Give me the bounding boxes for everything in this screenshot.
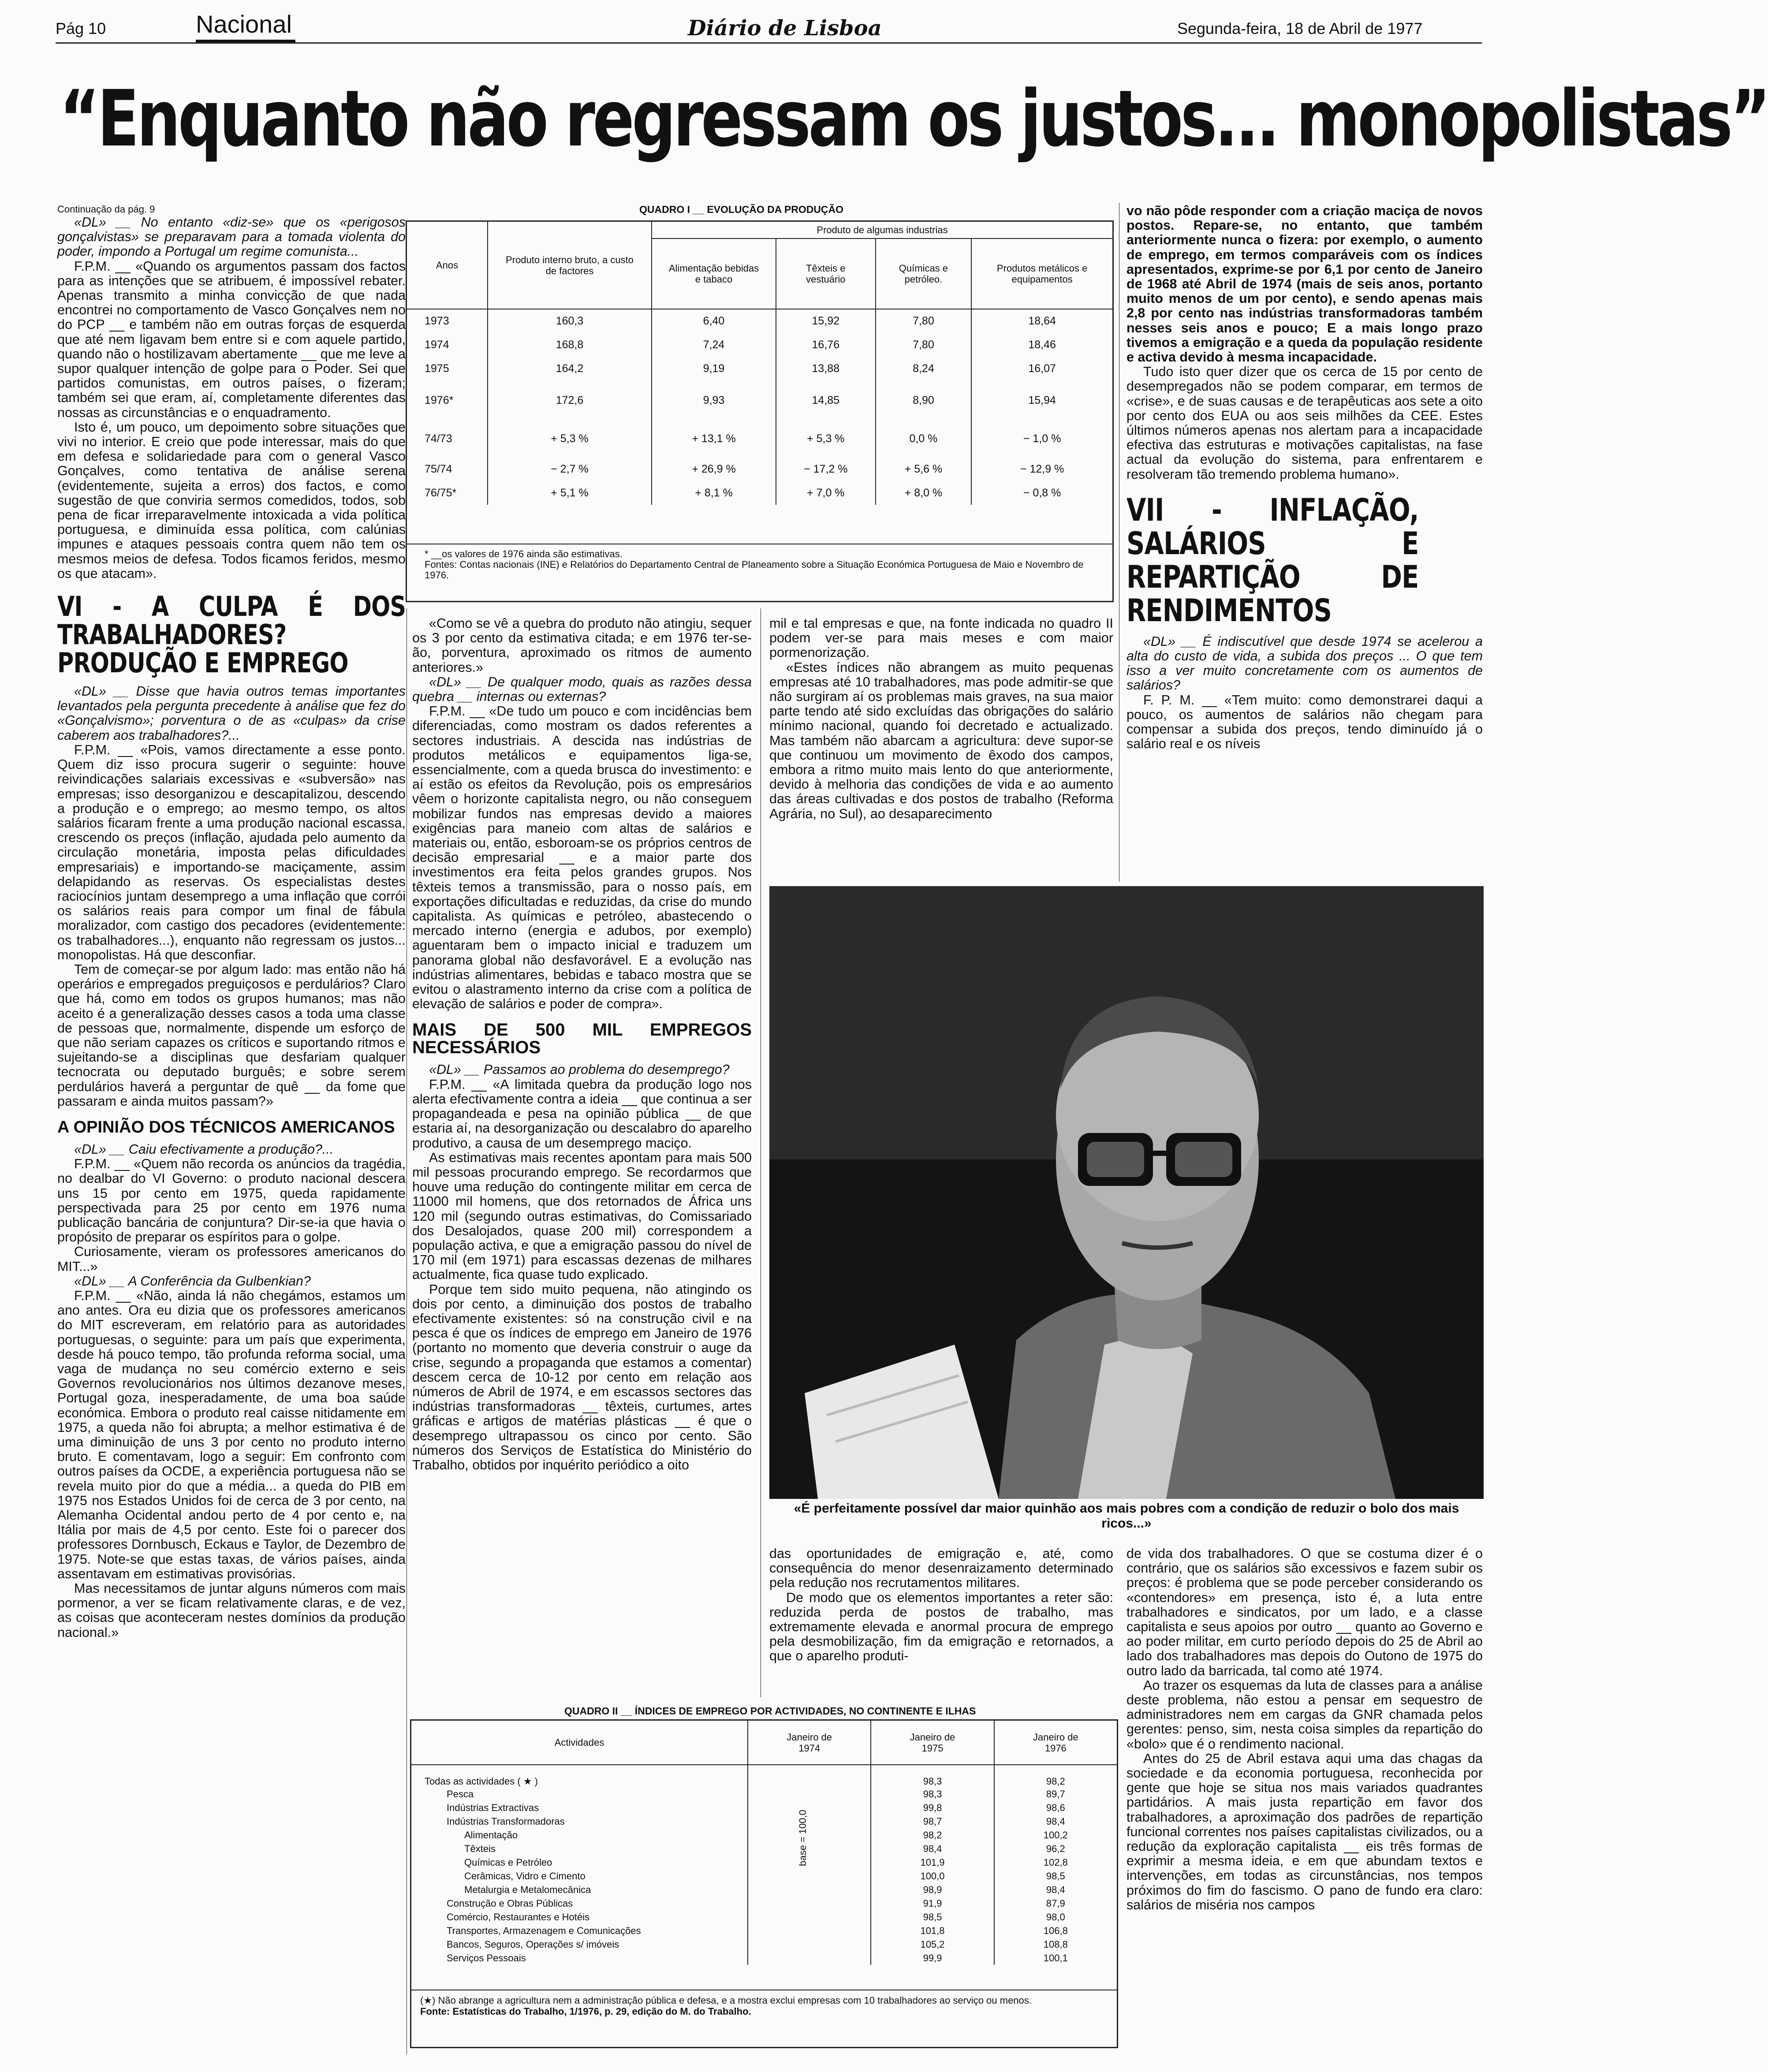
table-cell: Bancos, Seguros, Operações s/ imóveis xyxy=(411,1938,748,1951)
table-cell: 98,4 xyxy=(1046,1884,1065,1895)
quadro-1 xyxy=(406,220,1114,602)
table-cell: 89,7 xyxy=(1046,1789,1065,1800)
table-cell: Construção e Obras Públicas xyxy=(411,1897,748,1910)
table-row xyxy=(411,1842,1117,1856)
table-cell xyxy=(748,1842,871,1856)
paragraph: «DL» __ É indiscutível que desde 1974 se acelerou a alta do custo de vida, a subida dos preços ... O que tem isso a ver muito concretamente com os aumentos de salários? xyxy=(1126,634,1483,693)
table-cell: + 7,0 % xyxy=(776,481,876,505)
table-cell: 76/75* xyxy=(407,481,488,505)
table-cell: 98,4 xyxy=(1046,1816,1065,1827)
table-cell: Serviços Pessoais xyxy=(411,1951,748,1965)
quadro-1-table xyxy=(407,222,1112,505)
table-cell: 9,19 xyxy=(652,357,776,380)
table-cell: − 0,8 % xyxy=(1023,486,1061,499)
table-cell: 98,2 xyxy=(871,1828,994,1842)
masthead-rule xyxy=(56,42,1482,44)
table-cell: Indústrias Transformadoras xyxy=(411,1815,748,1828)
table-cell: 105,2 xyxy=(871,1938,994,1951)
quadro-1-title: QUADRO I __ EVOLUÇÃO DA PRODUÇÃO xyxy=(639,204,844,215)
paragraph: «DL» __ Passamos ao problema do desemprego? xyxy=(429,1062,730,1077)
paragraph: Isto é, um pouco, um depoimento sobre situações que vivi no interior. E creio que pode interessar, mais do que em defesa e solidariedade para com o general Vasco Gonçalves, como tentativa de análise serena (evidentemente, sujeita a erros) dos factos, e como sugestão de que conviria sermos comedidos, todos, sob pena de ficar irreparavelmente intoxicada a vida política portuguesa, e diminuída essa política, com calúnias impunes e ataques pessoais contra quem não tem os mesmos meios de defesa. Todos ficamos feridos, mesmo os que atacam». xyxy=(57,419,406,581)
paragraph: As estimativas mais recentes apontam para mais 500 mil pessoas procurando emprego. Se recordarmos que houve uma redução do contingente militar em cerca de 11000 mil homens, que dos retornados de África uns 120 mil (segundo outras estimativas, do Comissariado dos Desalojados, quase 200 mil) correspondem a população activa, e que a emigração passou do nível de 170 mil (em 1971) para escassas dezenas de milhares actualmente, fica quase tudo explicado. xyxy=(412,1150,752,1282)
table-row xyxy=(411,1938,1117,1951)
quadro-1-notes xyxy=(407,544,1112,581)
header-pib: Produto interno bruto, a custo de factores xyxy=(488,222,652,309)
table-cell: 99,9 xyxy=(871,1951,994,1965)
table-cell: 18,64 xyxy=(1028,315,1056,327)
table-cell: 98,5 xyxy=(1046,1871,1065,1882)
quadro-2-table xyxy=(411,1721,1117,1965)
table-cell xyxy=(748,1883,871,1897)
table-row xyxy=(411,1787,1117,1801)
issue-date: Segunda-feira, 18 de Abril de 1977 xyxy=(1177,19,1423,37)
table-cell: Têxteis xyxy=(411,1842,748,1856)
paragraph: «DL» __ No entanto «diz-se» que os «perigosos gonçalvistas» se preparavam para a tomada violenta do poder, impondo a Portugal um regime comunista... xyxy=(57,215,406,259)
paragraph: F.P.M. __ «Quem não recorda os anúncios da tragédia, no dealbar do VI Governo: o produto nacional descera uns 15 por cento em 1975, queda rapidamente perspectivada para 25 por cento em 1976 numa publicação bancária de conjuntura? Dir-se-ia que havia o propósito de preparar os espíritos para o golpe. xyxy=(57,1156,406,1245)
table-cell: 14,85 xyxy=(776,380,876,420)
table-cell xyxy=(748,1924,871,1938)
table-cell: + 8,0 % xyxy=(876,481,972,505)
table-cell: 8,90 xyxy=(876,380,972,420)
table-cell xyxy=(748,1951,871,1965)
header-jan-1974: Janeiro de 1974 xyxy=(748,1721,871,1765)
header-quimicas: Químicas e petróleo. xyxy=(876,239,972,309)
paragraph: F.P.M. __ «A limitada quebra da produção logo nos alerta efectivamente contra a ideia __ que continua a ser propagandeada e pesa na opinião pública __ de que estaria aí, na desorganização ou descalabro do aparelho produtivo, a causa de um desemprego maciço. xyxy=(412,1077,752,1151)
table-cell: 18,46 xyxy=(1028,338,1056,351)
subheading-vi: VI - A CULPA É DOS TRABALHADORES? PRODUÇÃO E EMPREGO xyxy=(57,590,406,679)
table-cell: 98,5 xyxy=(871,1910,994,1924)
paragraph: de vida dos trabalhadores. O que se costuma dizer é o contrário, que os salários são excessivos e fazem subir os preços: é problema que se pode perceber considerando os «contendores» em presença, isto é, a luta entre trabalhadores e sindicatos, por um lado, e a classe capitalista e seus apoios por outro __ quanto ao Governo e ao poder militar, em curto período depois do 25 de Abril ao lado dos trabalhadores mas depois do Outono de 1975 do outro lado da barricada, tal como até 1974. xyxy=(1126,1546,1483,1678)
table-cell: 99,8 xyxy=(871,1801,994,1815)
table-cell: 98,3 xyxy=(871,1787,994,1801)
table-cell: 15,94 xyxy=(1028,394,1056,406)
quadro-2-note: (★) Não abrange a agricultura nem a administração pública e defesa, e a mostra exclui empresas com 10 trabalhadores ao serviço ou menos. xyxy=(420,1995,1032,2006)
column-2 xyxy=(412,616,752,1472)
paragraph: F.P.M. __ «Não, ainda lá não chegámos, estamos um ano antes. Ora eu dizia que os professores americanos do MIT escreveram, em relatório para as autoridades portuguesas, o seguinte: para um país que experimenta, desde há pouco tempo, tão profunda reforma social, uma vaga de mudança no seu comércio externo e seis Governos revolucionários nos últimos dezanove meses, Portugal goza, inesperadamente, de uma boa saúde económica. Embora o produto real caisse nitidamente em 1975, a queda não foi abrupta; a melhor estimativa é de uma diminuição de uns 3 por cento no produto interno bruto. E comentavam, logo a seguir: Em confronto com outros países da OCDE, a experiência portuguesa não se revela muito pior do que a média... a queda do PIB em 1975 nos Estados Unidos foi de cerca de 3 por cento, na Alemanha Ocidental andou perto de 4 por cento e, na Itália por mais de 4,5 por cento. Este foi o parecer dos professores Dornbusch, Eckaus e Taylor, de Dezembro de 1975. Note-se que estas taxas, de vários países, ainda assentavam em estimativas provisórias. xyxy=(57,1288,406,1581)
table-cell: + 5,1 % xyxy=(488,481,652,505)
subheading-opiniao: A OPINIÃO DOS TÉCNICOS AMERICANOS xyxy=(57,1118,395,1137)
table-cell: 7,80 xyxy=(876,333,972,357)
table-cell: 168,8 xyxy=(488,333,652,357)
table-row xyxy=(411,1828,1117,1842)
table-cell: Transportes, Armazenagem e Comunicações xyxy=(411,1924,748,1938)
table-cell: 98,6 xyxy=(1046,1802,1065,1813)
quadro-1-body xyxy=(407,309,1112,505)
table-cell: 101,9 xyxy=(871,1856,994,1869)
table-cell: + 5,6 % xyxy=(876,457,972,481)
paragraph: das oportunidades de emigração e, até, como consequência do menor desenraizamento determinado pela redução nos recrutamentos militares. xyxy=(769,1546,1113,1591)
quadro-1-source: Fontes: Contas nacionais (INE) e Relatórios do Departamento Central de Planeamento sobre a Situação Económica Portuguesa de Maio e Novembro de 1976. xyxy=(425,559,1084,581)
paragraph: Tem de começar-se por algum lado: mas então não há operários e empregados preguiçosos e perdulários? Claro que há, como em todos os grupos humanos; mas não aceito é a generalização desses casos a toda uma classe de pessoas que, normalmente, dispende um esforço de que não seriam capazes os críticos e suportando ritmos e sujeitando-se a disciplinas que desfariam qualquer tecnocrata ou deputado burguês; e sobre serem perdulários haverá a perguntar de quê __ da fome que passaram e ainda muitos passam?» xyxy=(57,961,406,1109)
subheading-vii: VII - INFLAÇÃO, SALÁRIOS E REPARTIÇÃO DE RENDIMENTOS xyxy=(1126,492,1419,629)
table-row xyxy=(411,1856,1117,1869)
header-actividades: Actividades xyxy=(411,1721,748,1765)
table-cell: 98,7 xyxy=(871,1815,994,1828)
table-cell: 16,76 xyxy=(776,333,876,357)
paragraph: vo não pôde responder com a criação maciça de novos postos. Repare-se, no entanto, que também anteriormente nunca o fizera: por exemplo, o aumento de emprego, em termos comparáveis com os índices apresentados, exprime-se por 6,1 por cento de Janeiro de 1968 até Abril de 1974 (mais de seis anos, portanto muito menos de um por cento), e sendo apenas mais 2,8 por cento nas indústrias transformadoras também nesses seis anos e pouco; E a mais longo prazo tivemos a emigração e a queda da população residente e activa devido à mesma incapacidade. xyxy=(1126,203,1483,365)
table-cell: 75/74 xyxy=(407,457,488,481)
paragraph: «DL» __ De qualquer modo, quais as razões dessa quebra __ internas ou externas? xyxy=(412,674,752,704)
page-number: Pág 10 xyxy=(56,19,106,37)
table-cell: + 5,3 % xyxy=(776,420,876,457)
portrait-photo xyxy=(769,886,1484,1499)
section-name: Nacional xyxy=(196,10,292,38)
table-cell: 98,0 xyxy=(1046,1912,1065,1923)
table-cell: 164,2 xyxy=(488,357,652,380)
table-row xyxy=(411,1801,1117,1815)
paragraph: mil e tal empresas e que, na fonte indicada no quadro II podem ver-se para mais meses e com maior pormenorização. xyxy=(769,616,1113,660)
paragraph: Tudo isto quer dizer que os cerca de 15 por cento de desempregados não se podem comparar, em termos de «crise», e de suas causas e de terapêuticas aos sete a oito por cento dos EUA ou aos seis milhões da CEE. Estes últimos números apenas nos alertam para a incapacidade efectiva das estruturas e motivações capitalistas, na fase actual da evolução do sistema, para enfrentarem e resolveram tão tremendo problema humano». xyxy=(1126,364,1483,482)
table-cell: 8,24 xyxy=(876,357,972,380)
paragraph: «Estes índices não abrangem as muito pequenas empresas até 10 trabalhadores, mas pode admitir-se que não surgiram aí os problemas mais graves, na sua maior parte tendo até sido excluídas das obrigações do salário mínimo nacional, quando foi decretado e actualizado. Mas também não abarcam a agricultura: deve supor-se que continuou um movimento de êxodo dos campos, embora a ritmo muito mais lento do que anteriormente, devido à melhoria das condições de vida e ao aumento das áreas cultivadas e dos postos de trabalho (Reforma Agrária, no Sul), ao desaparecimento xyxy=(769,660,1113,821)
table-cell: − 2,7 % xyxy=(488,457,652,481)
paragraph: F.P.M. __ «De tudo um pouco e com incidências bem diferenciadas, como mostram os dados referentes a sectores industriais. A descida nas indústrias de produtos metálicos e equipamentos liga-se, essencialmente, com a queda brusca do investimento: e aí estão os efeitos da Revolução, pois os empresários vêem o horizonte capitalista negro, ou não conseguem mobilizar fundos nas empresas devido a maiores exigências para maneio com altas de salários e materiais ou, então, esboroam-se os próprios centros de decisão empresarial __ e a maior parte dos investimentos era feita pelos grandes grupos. Nos têxteis temos a transmissão, para o nosso país, em exportações dificultadas e reduzidas, da crise do mundo capitalista. As químicas e petróleo, abastecendo o mercado interno (energia e adubos, por exemplo) aguentaram bem o impacto inicial e traduzem um panorama global não desfavorável. E a evolução nas indústrias alimentares, bebidas e tabaco mostra que se evitou o alastramento interno da crise com a política de elevação de salários e poder de compra». xyxy=(412,704,752,1012)
headline: “Enquanto não regressam os justos... monopolistas” xyxy=(60,74,1768,164)
table-cell: Químicas e Petróleo xyxy=(411,1856,748,1869)
header-metalicos: Produtos metálicos e equipamentos xyxy=(971,239,1112,309)
quadro-2-title: QUADRO II __ ÍNDICES DE EMPREGO POR ACTIVIDADES, NO CONTINENTE E ILHAS xyxy=(564,1705,976,1717)
table-cell: 100,2 xyxy=(1043,1830,1068,1841)
table-row xyxy=(407,309,1112,333)
table-cell: 6,40 xyxy=(652,309,776,333)
table-cell xyxy=(748,1856,871,1869)
table-cell: 91,9 xyxy=(871,1897,994,1910)
table-cell: + 26,9 % xyxy=(652,457,776,481)
table-cell: 102,8 xyxy=(1043,1857,1068,1868)
table-row xyxy=(407,420,1112,457)
table-cell: 98,9 xyxy=(871,1883,994,1897)
table-cell: 87,9 xyxy=(1046,1898,1065,1909)
table-cell: 1974 xyxy=(407,333,488,357)
paragraph: F. P. M. __ «Tem muito: como demonstrarei daqui a pouco, os aumentos de salários não chegam para compensar a subida dos preços, tendo diminuído já o salário real e os níveis xyxy=(1126,692,1483,752)
table-row xyxy=(411,1924,1117,1938)
table-cell: 98,2 xyxy=(1046,1776,1065,1787)
table-cell: 9,93 xyxy=(652,380,776,420)
table-row xyxy=(407,380,1112,420)
quadro-2-notes xyxy=(411,1990,1117,2017)
paragraph: «DL» __ Caiu efectivamente a produção?... xyxy=(74,1141,334,1157)
paragraph: Antes do 25 de Abril estava aqui uma das chagas da sociedade e da economia portuguesa, reconhecida por gente que hoje se situa nos mais variados quadrantes partidários. A mais justa repartição em favor dos trabalhadores, a aproximação dos padrões de repartição funcional correntes nos países capitalistas civilizados, ou a redução da exploração capitalista __ eis três formas de exprimir a mesma ideia, e em que abundam textos e intervenções, em todas as circunstâncias, nos tempos próximos do fim do fascismo. O pano de fundo era claro: salários de miséria nos campos xyxy=(1126,1751,1483,1912)
table-cell: 100,1 xyxy=(1043,1953,1068,1964)
table-cell: + 8,1 % xyxy=(652,481,776,505)
table-cell xyxy=(748,1938,871,1951)
table-row xyxy=(407,481,1112,505)
table-cell: − 1,0 % xyxy=(1023,432,1061,445)
paragraph: F.P.M. __ «Quando os argumentos passam dos factos para as intenções que se atribuem, é impossível rebater. Apenas transmito a minha convicção de que nada encontrei no comportamento de Vasco Gonçalves nem no do PCP __ e também não em outras forças de esquerda que até nem ligavam bem entre si e com aquele partido, quando não o hostilizavam abertamente __ que me leve a supor qualquer intenção de golpe para o Poder. Sei que partidos comunistas, em outros países, o fizeram; também sei que eram, aí, completamente diferentes das nossas as circunstâncias e o enquadramento. xyxy=(57,258,406,420)
table-cell: Todas as actividades ( ★ ) xyxy=(411,1765,748,1787)
table-row xyxy=(407,457,1112,481)
table-cell: 100,0 xyxy=(871,1869,994,1883)
table-cell xyxy=(748,1765,871,1787)
column-3-top xyxy=(769,616,1113,821)
table-cell: 160,3 xyxy=(488,309,652,333)
photo-caption: «É perfeitamente possível dar maior quinhão aos mais pobres com a condição de reduzir o bolo dos mais ricos...» xyxy=(794,1501,1459,1531)
table-row xyxy=(411,1765,1117,1787)
table-cell: 15,92 xyxy=(776,309,876,333)
table-cell: + 5,3 % xyxy=(488,420,652,457)
paragraph: «DL» __ A Conferência da Gulbenkian? xyxy=(74,1273,311,1289)
table-cell: Alimentação xyxy=(411,1828,748,1842)
quadro-1-note: * __os valores de 1976 ainda são estimativas. xyxy=(425,548,623,559)
table-cell: − 17,2 % xyxy=(776,457,876,481)
header-jan-1975: Janeiro de 1975 xyxy=(871,1721,994,1765)
table-cell xyxy=(748,1897,871,1910)
portrait-illustration xyxy=(769,886,1484,1499)
column-4-top xyxy=(1126,204,1483,751)
paragraph: Curiosamente, vieram os professores americanos do MIT...» xyxy=(57,1244,406,1274)
table-cell: 7,24 xyxy=(652,333,776,357)
table-cell xyxy=(748,1815,871,1828)
table-cell: 98,4 xyxy=(871,1842,994,1856)
paragraph: Ao trazer os esquemas da luta de classes para a análise deste problema, não estou a pensar em sequestro de administradores nem em cargas da GNR chamada pelos gerentes: penso, sim, nesta coisa simples da repartição do «bolo» que é o rendimento nacional. xyxy=(1126,1677,1483,1752)
table-row xyxy=(411,1910,1117,1924)
header-industrias: Produto de algumas industrias xyxy=(652,222,1112,239)
table-cell: 101,8 xyxy=(871,1924,994,1938)
table-cell: Pesca xyxy=(411,1787,748,1801)
table-cell: + 13,1 % xyxy=(652,420,776,457)
base-label: base = 100,0 xyxy=(797,1810,808,1866)
table-cell: 98,3 xyxy=(871,1765,994,1787)
table-row xyxy=(411,1815,1117,1828)
column-4-bottom xyxy=(1126,1547,1483,1912)
subheading-empregos: MAIS DE 500 MIL EMPREGOS NECESSÁRIOS xyxy=(412,1020,752,1058)
table-cell: 74/73 xyxy=(407,420,488,457)
table-cell xyxy=(748,1910,871,1924)
paragraph: Porque tem sido muito pequena, não atingindo os dois por cento, a diminuição dos postos de trabalho efectivamente existentes: só na construção civil e na pesca é que os índices de emprego em Janeiro de 1976 (portanto no momento que deveria construir o auge da crise, segundo a propaganda que estamos a comentar) descem cerca de 10-12 por cento em relação aos números de Abril de 1974, e em escassos sectores das indústrias transformadoras __ têxteis, curtumes, artes gráficas e artigos de matérias plásticas __ é que o desemprego ultrapassou os cinco por cento. São números dos Serviços de Estatística do Ministério do Trabalho, obtidos por inquérito periódico a oito xyxy=(412,1282,752,1472)
table-cell: Comércio, Restaurantes e Hotéis xyxy=(411,1910,748,1924)
table-row xyxy=(411,1951,1117,1965)
table-cell: 13,88 xyxy=(776,357,876,380)
continuation-note: Continuação da pág. 9 xyxy=(57,204,155,215)
paragraph: «Como se vê a quebra do produto não atingiu, sequer os 3 por cento da estimativa citada; e em 1976 ter-se-ão, porventura, aproximado os ritmos de aumento anteriores.» xyxy=(412,616,752,675)
table-row xyxy=(407,357,1112,380)
table-cell: 7,80 xyxy=(876,309,972,333)
header-anos: Anos xyxy=(407,222,488,309)
table-cell: Indústrias Extractivas xyxy=(411,1801,748,1815)
table-cell: 16,07 xyxy=(1028,362,1056,375)
table-cell: 106,8 xyxy=(1043,1925,1068,1936)
newspaper-name: Diário de Lisboa xyxy=(688,16,882,41)
table-cell: Cerâmicas, Vidro e Cimento xyxy=(411,1869,748,1883)
table-cell: − 12,9 % xyxy=(1020,462,1064,475)
header-texteis: Têxteis e vestuário xyxy=(776,239,876,309)
paragraph: «DL» __ Disse que havia outros temas importantes levantados pela pergunta precedente à análise que fez do «Gonçalvismo»; porventura o de as «culpas» da crise caberem aos trabalhadores?... xyxy=(57,684,406,743)
table-cell xyxy=(748,1801,871,1815)
quadro-2-body xyxy=(411,1765,1117,1965)
table-cell: 172,6 xyxy=(488,380,652,420)
column-1 xyxy=(57,204,406,1640)
table-row xyxy=(411,1869,1117,1883)
table-cell: Metalurgia e Metalomecânica xyxy=(411,1883,748,1897)
table-cell: 108,8 xyxy=(1043,1939,1068,1950)
column-3-bottom xyxy=(769,1547,1113,1664)
table-row xyxy=(407,333,1112,357)
paragraph: F.P.M. __ «Pois, vamos directamente a esse ponto. Quem diz isso procura sugerir o seguinte: houve reivindicações salariais excessivas e «subversão» nas empresas; isso desorganizou e descapitalizou, descendo a produção e o emprego; ao mesmo tempo, os altos salários ficaram frente a uma produção nacional escassa, crescendo os preços (inflação, ajudada pelo aumento da circulação monetária, imposta pelas dificuldades empresariais) e importando-se maciçamente, assim delapidando as reservas. Os especialistas destes raciocínios juntam desemprego a uma inflação que corrói os salários reais para compor um final de fábula moralizador, com castigo dos pecadores (evidentemente: os trabalhadores...), enquanto não regressam os justos... monopolistas. Há que desconfiar. xyxy=(57,742,406,962)
table-cell xyxy=(748,1787,871,1801)
table-cell: 1976* xyxy=(407,380,488,420)
quadro-2-source: Fonte: Estatísticas do Trabalho, 1/1976, p. 29, edição do M. do Trabalho. xyxy=(420,2006,751,2017)
header-jan-1976: Janeiro de 1976 xyxy=(994,1721,1117,1765)
header-alimentacao: Alimentação bebidas e tabaco xyxy=(652,239,776,309)
table-cell: 1975 xyxy=(407,357,488,380)
paragraph: Mas necessitamos de juntar alguns números com mais pormenor, a ver se ficam relativamente claras, e de vez, as coisas que aconteceram nestes domínios da produção nacional.» xyxy=(57,1581,406,1640)
table-cell: 0,0 % xyxy=(876,420,972,457)
paragraph: De modo que os elementos importantes a reter são: reduzida perda de postos de trabalho, mas extremamente elevada e anormal procura de emprego pela desmobilização, fim da emigração e retornados, a que o aparelho produti- xyxy=(769,1590,1113,1664)
quadro-2 xyxy=(410,1719,1118,2048)
table-cell: 96,2 xyxy=(1046,1843,1065,1854)
table-cell xyxy=(748,1869,871,1883)
table-cell: 1973 xyxy=(407,309,488,333)
table-row xyxy=(411,1897,1117,1910)
table-row xyxy=(411,1883,1117,1897)
table-cell xyxy=(748,1828,871,1842)
